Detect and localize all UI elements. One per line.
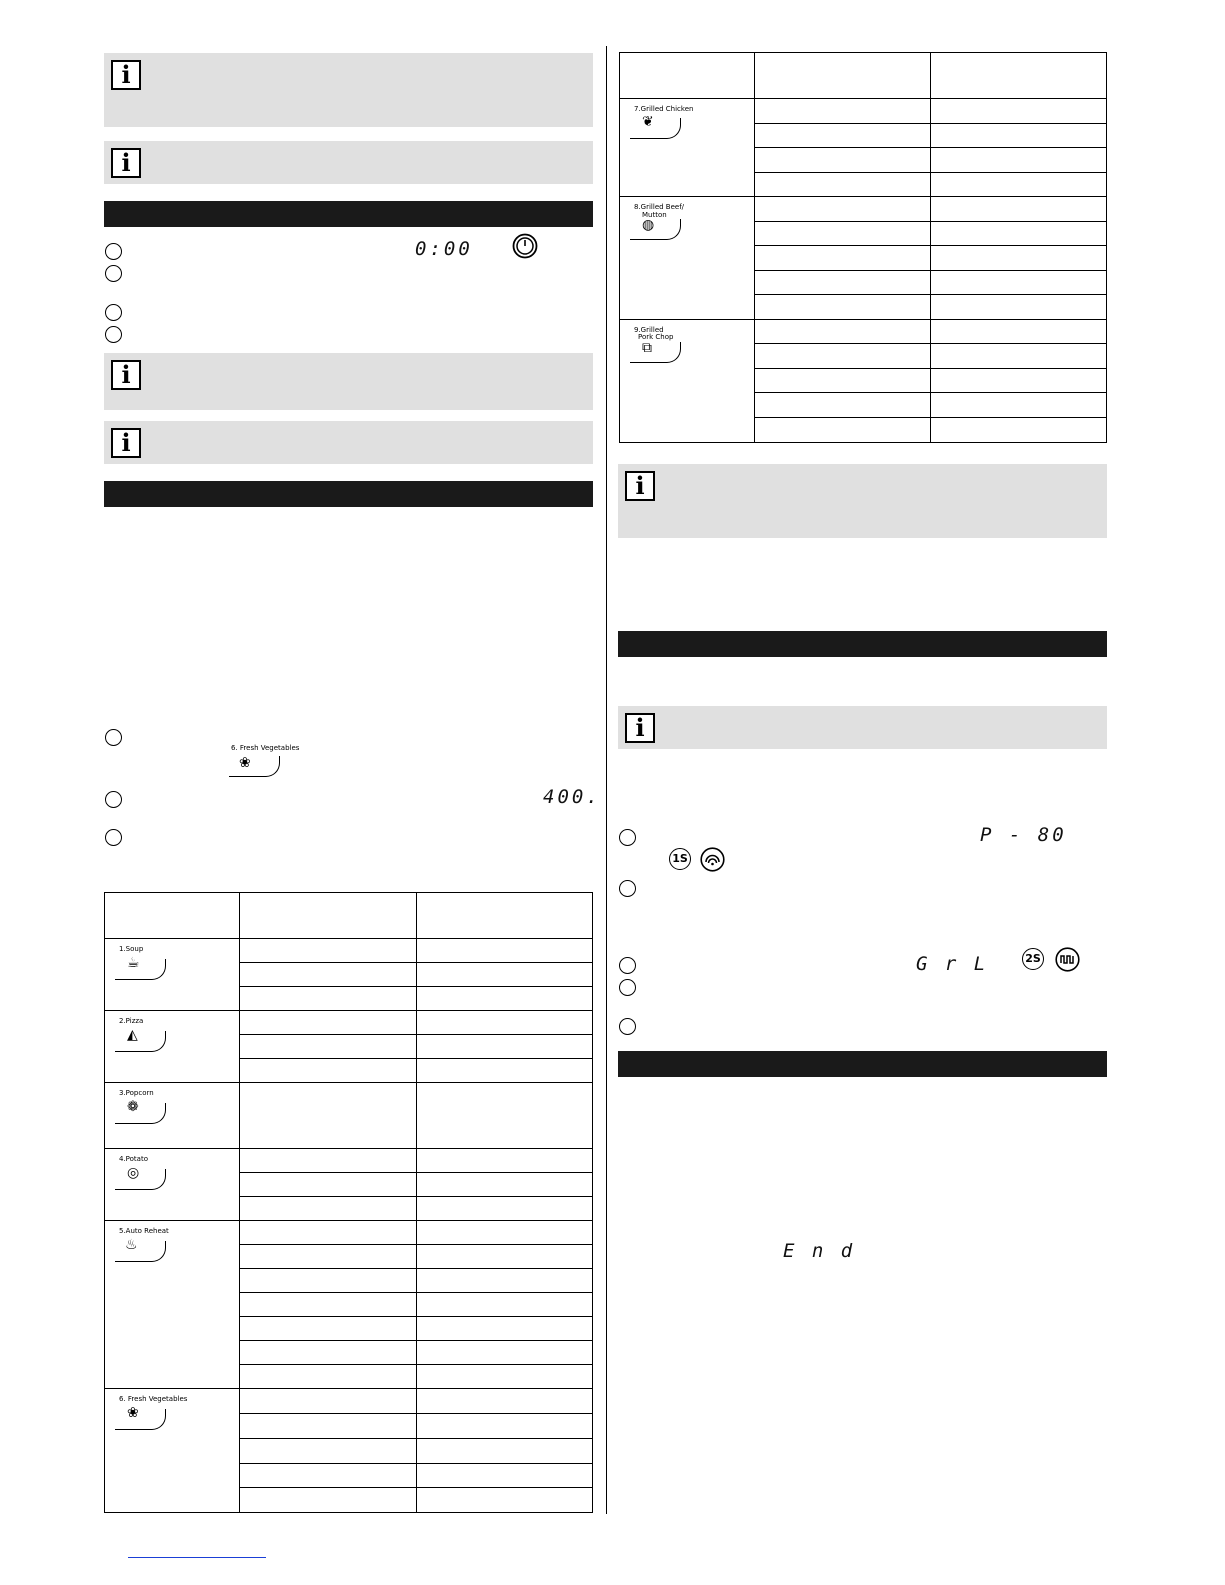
table-cell <box>931 418 1107 443</box>
info-note <box>618 464 1107 538</box>
program-cell-fresh-vegetables <box>105 1389 240 1513</box>
program-label: 1.Soup <box>119 945 144 953</box>
display-clock-readout: 0:00 <box>415 238 473 260</box>
step-marker <box>619 1018 636 1035</box>
program-cell-grilled-beef <box>620 197 755 320</box>
microwave-icon <box>700 847 725 872</box>
program-label: Mutton <box>642 211 667 219</box>
program-cell-pizza <box>105 1011 240 1083</box>
table-cell <box>417 1365 593 1389</box>
program-label: 3.Popcorn <box>119 1089 154 1097</box>
chicken-icon: ❦ <box>642 114 654 130</box>
table-cell <box>239 1011 417 1035</box>
program-label: 6. Fresh Vegetables <box>119 1395 188 1403</box>
table-cell <box>754 222 931 246</box>
info-icon: i <box>111 360 141 390</box>
program-cell-potato <box>105 1149 240 1221</box>
table-cell <box>239 1221 417 1245</box>
program-label: 4.Potato <box>119 1155 148 1163</box>
step-marker <box>619 979 636 996</box>
program-button-outline <box>630 342 681 363</box>
info-icon: i <box>625 471 655 501</box>
table-cell <box>417 1245 593 1269</box>
table-cell <box>239 1173 417 1197</box>
program-button-outline <box>630 219 681 240</box>
table-cell <box>417 939 593 963</box>
auto-cook-table <box>104 892 593 1513</box>
table-cell <box>417 1317 593 1341</box>
table-cell <box>931 197 1107 222</box>
program-button-outline <box>115 1241 166 1262</box>
table-cell <box>931 148 1107 173</box>
table-cell <box>417 1269 593 1293</box>
vegetables-icon: ❀ <box>239 755 251 771</box>
table-cell <box>239 963 417 987</box>
table-cell <box>754 99 931 124</box>
table-cell <box>417 1464 593 1488</box>
step-marker <box>619 829 636 846</box>
program-cell-soup <box>105 939 240 1011</box>
table-cell <box>417 1083 593 1149</box>
table-cell <box>754 148 931 173</box>
info-note <box>104 353 593 410</box>
footer-link-underline[interactable] <box>128 1557 266 1558</box>
table-cell <box>931 295 1107 320</box>
table-cell <box>239 1365 417 1389</box>
stage-1-indicator: 1S <box>669 848 691 870</box>
clock-icon <box>512 233 538 259</box>
fresh-vegetables-button <box>225 744 300 780</box>
display-power-readout: P - 80 <box>980 824 1067 846</box>
table-cell <box>417 1488 593 1513</box>
table-cell <box>754 295 931 320</box>
table-cell <box>417 963 593 987</box>
pizza-icon: ◭ <box>127 1027 138 1043</box>
table-cell <box>417 1149 593 1173</box>
table-cell <box>931 173 1107 197</box>
table-cell <box>754 271 931 295</box>
table-header-cell <box>239 893 417 939</box>
table-cell <box>931 124 1107 148</box>
table-cell <box>754 124 931 148</box>
table-cell <box>239 1245 417 1269</box>
table-cell <box>417 1439 593 1464</box>
table-header-cell <box>931 53 1107 99</box>
info-icon: i <box>111 148 141 178</box>
table-cell <box>239 1488 417 1513</box>
table-cell <box>239 1035 417 1059</box>
table-cell <box>417 1414 593 1439</box>
table-cell <box>754 369 931 393</box>
table-cell <box>239 1269 417 1293</box>
table-cell <box>417 1011 593 1035</box>
table-cell <box>417 1059 593 1083</box>
table-cell <box>931 369 1107 393</box>
potato-icon: ◎ <box>127 1165 140 1181</box>
program-button-outline <box>229 756 280 777</box>
section-header-bar <box>104 201 593 227</box>
step-marker <box>105 243 122 260</box>
table-cell <box>239 1341 417 1365</box>
table-cell <box>417 1197 593 1221</box>
table-cell <box>239 1317 417 1341</box>
grill-program-table <box>619 52 1107 443</box>
table-cell <box>754 246 931 271</box>
reheat-icon: ♨ <box>125 1237 138 1253</box>
program-label: 8.Grilled Beef/ <box>634 203 685 211</box>
table-cell <box>239 1293 417 1317</box>
table-cell <box>239 1389 417 1414</box>
table-header-cell <box>620 53 755 99</box>
table-cell <box>417 1389 593 1414</box>
step-marker <box>619 880 636 897</box>
soup-icon: ☕ <box>127 955 140 971</box>
program-cell-grilled-chicken <box>620 99 755 197</box>
table-cell <box>417 1341 593 1365</box>
program-button-outline <box>115 1409 166 1430</box>
program-button-outline <box>115 1031 166 1052</box>
table-cell <box>239 1414 417 1439</box>
popcorn-icon: ❁ <box>127 1099 139 1115</box>
table-cell <box>239 1439 417 1464</box>
info-icon: i <box>625 713 655 743</box>
program-button-outline <box>630 118 681 139</box>
step-marker <box>105 326 122 343</box>
steak-icon: ◍ <box>642 217 655 233</box>
display-end-readout: E n d <box>783 1240 856 1262</box>
table-cell <box>417 1173 593 1197</box>
table-cell <box>931 222 1107 246</box>
table-cell <box>239 939 417 963</box>
display-weight-readout: 400. <box>543 786 601 808</box>
table-cell <box>931 393 1107 418</box>
program-label: 7.Grilled Chicken <box>634 105 694 113</box>
step-marker <box>105 729 122 746</box>
table-cell <box>931 246 1107 271</box>
table-cell <box>754 173 931 197</box>
table-header-cell <box>754 53 931 99</box>
table-cell <box>931 271 1107 295</box>
section-header-bar <box>618 1051 1107 1077</box>
table-cell <box>754 344 931 369</box>
table-cell <box>754 197 931 222</box>
stage-2-indicator: 2S <box>1022 948 1044 970</box>
display-grill-readout: G r L <box>916 953 989 975</box>
program-cell-auto-reheat <box>105 1221 240 1389</box>
grill-icon <box>1055 947 1080 972</box>
program-button-outline <box>115 1169 166 1190</box>
table-cell <box>417 1293 593 1317</box>
table-cell <box>239 1197 417 1221</box>
info-note <box>104 141 593 184</box>
info-note <box>618 706 1107 749</box>
table-cell <box>754 418 931 443</box>
program-cell-popcorn <box>105 1083 240 1149</box>
program-label: 2.Pizza <box>119 1017 144 1025</box>
info-icon: i <box>111 428 141 458</box>
info-note <box>104 421 593 464</box>
program-label: 5.Auto Reheat <box>119 1227 169 1235</box>
program-button-outline <box>115 959 166 980</box>
step-marker <box>105 304 122 321</box>
program-label: Pork Chop <box>638 333 674 341</box>
info-note <box>104 53 593 127</box>
program-button-outline <box>115 1103 166 1124</box>
table-cell <box>239 987 417 1011</box>
table-cell <box>239 1464 417 1488</box>
table-cell <box>931 99 1107 124</box>
table-cell <box>239 1059 417 1083</box>
table-header-cell <box>417 893 593 939</box>
table-cell <box>417 1221 593 1245</box>
table-cell <box>931 320 1107 344</box>
info-icon: i <box>111 60 141 90</box>
program-label: 6. Fresh Vegetables <box>231 744 300 752</box>
table-cell <box>239 1083 417 1149</box>
step-marker <box>105 265 122 282</box>
section-header-bar <box>104 481 593 507</box>
section-header-bar <box>618 631 1107 657</box>
table-cell <box>931 344 1107 369</box>
step-marker <box>619 957 636 974</box>
program-cell-grilled-pork-chop <box>620 320 755 443</box>
vegetables-icon: ❀ <box>127 1405 139 1421</box>
table-header-cell <box>105 893 240 939</box>
table-cell <box>417 1035 593 1059</box>
table-cell <box>754 393 931 418</box>
table-cell <box>239 1149 417 1173</box>
step-marker <box>105 791 122 808</box>
table-cell <box>754 320 931 344</box>
column-divider <box>606 46 607 1514</box>
table-cell <box>417 987 593 1011</box>
pork-chop-icon: ⧉ <box>642 340 652 356</box>
step-marker <box>105 829 122 846</box>
program-label: 9.Grilled <box>634 326 664 334</box>
